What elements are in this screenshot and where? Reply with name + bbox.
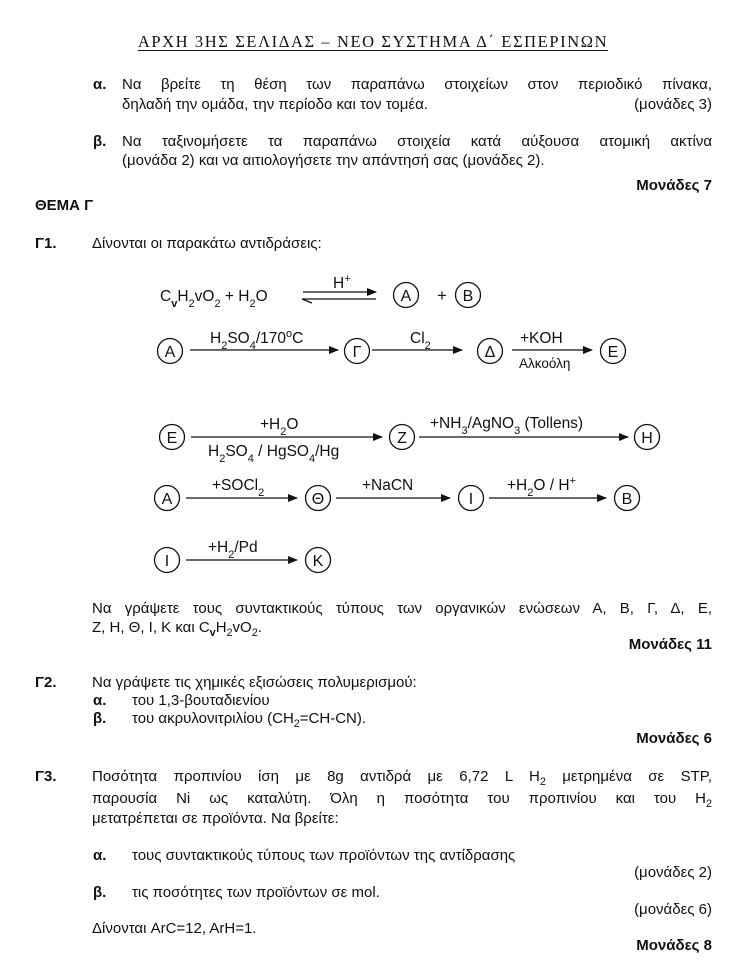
plus-sign: + bbox=[437, 286, 447, 305]
g1-question-line2: Ζ, Η, Θ, Ι, Κ και $C_vH_2vO_2$. bbox=[92, 619, 262, 639]
letter-d: Δ bbox=[484, 344, 496, 361]
page-header-title: ΑΡΧΗ 3ΗΣ ΣΕΛΙΔΑΣ – ΝΕΟ ΣΥΣΤΗΜΑ Δ΄ ΕΣΠΕΡΙΝΩΝ bbox=[137, 32, 609, 51]
reagent-h2o-h: $+H_2O / H^+$ bbox=[507, 475, 576, 499]
g2-b-text: του ακρυλονιτριλίου $(CH_2=CH-CN)$. bbox=[132, 710, 367, 730]
g1-label: Γ1. bbox=[35, 235, 57, 252]
catalyst-h-plus: H+ bbox=[333, 273, 351, 292]
partb-a-marks: (μονάδες 3) bbox=[634, 96, 712, 113]
equilibrium-reverse-arrow bbox=[302, 299, 376, 303]
g3-line1: Ποσότητα προπινίου ίση με 8g αντιδρά με 6,72 L $H_2$ μετρημένα σε STP, bbox=[92, 768, 712, 788]
partb-a-label: α. bbox=[93, 76, 107, 93]
partb-b-line1: Να ταξινομήσετε τα παραπάνω στοιχεία κατά αύξουσα ατομική ακτίνα bbox=[122, 133, 712, 150]
g3-total: Μονάδες 8 bbox=[636, 937, 712, 954]
g3-given: Δίνονται ArC=12, ArH=1. bbox=[92, 920, 257, 937]
reactant-formula: $C_vH_2vO_2 + H_2O$ bbox=[160, 288, 268, 310]
g2-a-label: α. bbox=[93, 692, 107, 709]
letter-b-row4: Β bbox=[621, 491, 633, 508]
theme-c-title: ΘΕΜΑ Γ bbox=[35, 197, 94, 214]
reagent-h2o: $+H_2O$ bbox=[260, 416, 299, 438]
g2-a-text: του 1,3-βουταδιενίου bbox=[132, 692, 270, 709]
letter-b-row1: Β bbox=[462, 288, 474, 305]
g3-line2: παρουσία Ni ως καταλύτη. Όλη η ποσότητα του προπινίου και του $H_2$ bbox=[92, 790, 712, 810]
g3-b-text: τις ποσότητες των προϊόντων σε mol. bbox=[132, 884, 380, 901]
partb-a-line2: δηλαδή την ομάδα, την περίοδο και τον τομέα. bbox=[122, 96, 428, 113]
letter-e-row2: Ε bbox=[607, 344, 619, 361]
g2-total: Μονάδες 6 bbox=[636, 730, 712, 747]
letter-k: Κ bbox=[312, 553, 324, 570]
g3-b-marks: (μονάδες 6) bbox=[634, 901, 712, 918]
reagent-h2-pd: $+H_2/Pd$ bbox=[208, 539, 258, 561]
letter-a-row4: Α bbox=[161, 491, 173, 508]
reagent-h2so4-170: $H_2SO_4/170^oC$ bbox=[210, 328, 304, 352]
g1-intro: Δίνονται οι παρακάτω αντιδράσεις: bbox=[92, 235, 322, 252]
g1-question-line1: Να γράψετε τους συντακτικούς τύπους των οργανικών ενώσεων Α, Β, Γ, Δ, Ε, bbox=[92, 600, 712, 617]
g1-total: Μονάδες 11 bbox=[628, 636, 712, 653]
partb-total: Μονάδες 7 bbox=[636, 177, 712, 194]
letter-z: Ζ bbox=[397, 430, 407, 447]
letter-g: Γ bbox=[352, 344, 362, 361]
reagent-socl2: +SOCl$_2$ bbox=[212, 477, 265, 499]
g2-label: Γ2. bbox=[35, 674, 57, 691]
partb-a-line1: Να βρείτε τη θέση των παραπάνω στοιχείων στον περιοδικό πίνακα, bbox=[122, 76, 712, 93]
letter-th: Θ bbox=[311, 491, 325, 508]
reagent-nacn: +NaCN bbox=[362, 477, 414, 494]
letter-e-row3: Ε bbox=[166, 430, 178, 447]
g3-line3: μετατρέπεται σε προϊόντα. Να βρείτε: bbox=[92, 810, 339, 827]
letter-a-row2: Α bbox=[164, 344, 176, 361]
reagent-koh: +KOH bbox=[520, 330, 563, 347]
g3-label: Γ3. bbox=[35, 768, 57, 785]
letter-a-row1: Α bbox=[400, 288, 412, 305]
partb-b-label: β. bbox=[93, 133, 107, 150]
g3-a-marks: (μονάδες 2) bbox=[634, 864, 712, 881]
reagent-tollens: $+NH_3/AgNO_3$ (Tollens) bbox=[430, 415, 584, 437]
letter-i-row5: Ι bbox=[164, 553, 170, 570]
reagent-cl2: $Cl_2$ bbox=[410, 330, 431, 352]
g2-b-label: β. bbox=[93, 710, 107, 727]
partb-b-line2: (μονάδα 2) και να αιτιολογήσετε την απάντησή σας (μονάδες 2). bbox=[122, 152, 545, 169]
g2-intro: Να γράψετε τις χημικές εξισώσεις πολυμερισμού: bbox=[92, 674, 417, 691]
letter-i-row4: Ι bbox=[468, 491, 474, 508]
g3-a-label: α. bbox=[93, 847, 107, 864]
solvent-alcohol: Αλκοόλη bbox=[519, 356, 571, 371]
reagent-hgso4: $H_2SO_4$ / HgSO$_4$/Hg bbox=[208, 443, 340, 465]
g3-a-text: τους συντακτικούς τύπους των προϊόντων της αντίδρασης bbox=[132, 847, 516, 864]
g3-b-label: β. bbox=[93, 884, 107, 901]
letter-h: Η bbox=[641, 430, 653, 447]
